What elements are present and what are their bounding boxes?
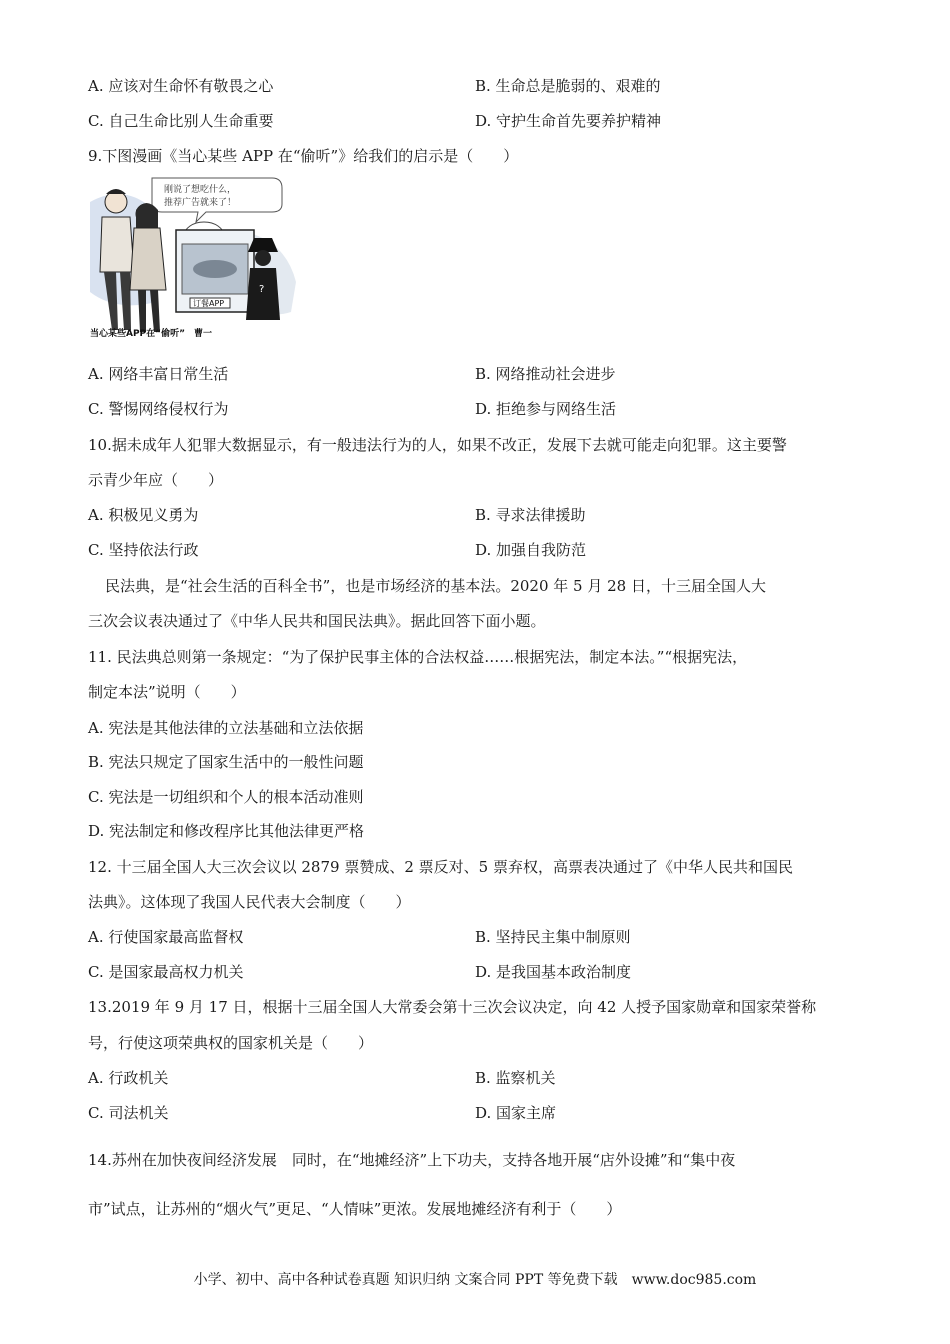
q9-option-a: A. 网络丰富日常生活 [88,365,229,383]
q9-option-b: B. 网络推动社会进步 [475,365,616,383]
page-footer: 小学、初中、高中各种试卷真题 知识归纳 文案合同 PPT 等免费下载 www.doc985.com [193,1272,757,1288]
q11-stem-line1: 11. 民法典总则第一条规定：“为了保护民事主体的合法权益……根据宪法，制定本法。”“根据宪法， [88,648,748,666]
q11-option-b: B. 宪法只规定了国家生活中的一般性问题 [88,753,364,771]
q10-option-b: B. 寻求法律援助 [475,506,586,524]
q10-option-c: C. 坚持依法行政 [88,541,199,559]
q14-stem-line2: 市”试点，让苏州的“烟火气”更足、“人情味”更浓。发展地摊经济有利于（ ） [88,1200,622,1218]
q13-option-c: C. 司法机关 [88,1104,169,1122]
q13-option-a: A. 行政机关 [88,1069,169,1087]
q10-option-d: D. 加强自我防范 [475,541,587,559]
q10-stem-line2: 示青少年应（ ） [88,471,224,489]
cartoon-image [86,172,308,340]
q11-option-d: D. 宪法制定和修改程序比其他法律更严格 [88,822,365,840]
q12-stem-line1: 12. 十三届全国人大三次会议以 2879 票赞成、2 票反对、5 票弃权，高票表决通过了《中华人民共和国民 [88,858,793,876]
svg-text:推荐广告就来了！: 推荐广告就来了！ [164,198,237,208]
q13-option-b: B. 监察机关 [475,1069,556,1087]
q13-stem-line2: 号，行使这项荣典权的国家机关是（ ） [88,1034,374,1052]
q13-option-d: D. 国家主席 [475,1104,557,1122]
q11-option-a: A. 宪法是其他法律的立法基础和立法依据 [88,719,364,737]
q9-option-c: C. 警惕网络侵权行为 [88,400,229,418]
q12-option-b: B. 坚持民主集中制原则 [475,928,631,946]
svg-text:当心某些APP在“偷听” 曹一: 当心某些APP在“偷听” 曹一 [90,329,212,339]
q10-option-a: A. 积极见义勇为 [88,506,199,524]
q13-stem-line1: 13.2019 年 9 月 17 日，根据十三届全国人大常委会第十三次会议决定，向 42 人授予国家勋章和国家荣誉称 [88,998,817,1016]
svg-text:订餐APP: 订餐APP [193,299,225,308]
q9-option-d: D. 拒绝参与网络生活 [475,400,617,418]
q12-option-c: C. 是国家最高权力机关 [88,963,244,981]
q12-stem-line2: 法典》。这体现了我国人民代表大会制度（ ） [88,893,411,911]
intro-line1: 民法典，是“社会生活的百科全书”，也是市场经济的基本法。2020 年 5 月 28 日，十三届全国人大 [105,577,766,595]
q12-option-a: A. 行使国家最高监督权 [88,928,244,946]
svg-text:刚说了想吃什么，: 刚说了想吃什么， [164,185,237,195]
q9-stem: 9.下图漫画《当心某些 APP 在“偷听”》给我们的启示是（ ） [88,147,519,165]
q10-stem-line1: 10.据未成年人犯罪大数据显示，有一般违法行为的人，如果不改正，发展下去就可能走向犯罪。这主要警 [88,436,787,454]
q14-stem-line1: 14.苏州在加快夜间经济发展 同时，在“地摊经济”上下功夫，支持各地开展“店外设摊”和“集中夜 [88,1151,736,1169]
q11-option-c: C. 宪法是一切组织和个人的根本活动准则 [88,788,364,806]
q8-option-b: B. 生命总是脆弱的、艰难的 [475,77,661,95]
q8-option-c: C. 自己生命比别人生命重要 [88,112,274,130]
svg-text:?: ? [259,284,265,295]
q12-option-d: D. 是我国基本政治制度 [475,963,632,981]
q8-option-d: D. 守护生命首先要养护精神 [475,112,662,130]
q11-stem-line2: 制定本法”说明（ ） [88,683,246,701]
q8-option-a: A. 应该对生命怀有敬畏之心 [88,77,274,95]
intro-line2: 三次会议表决通过了《中华人民共和国民法典》。据此回答下面小题。 [88,612,546,630]
